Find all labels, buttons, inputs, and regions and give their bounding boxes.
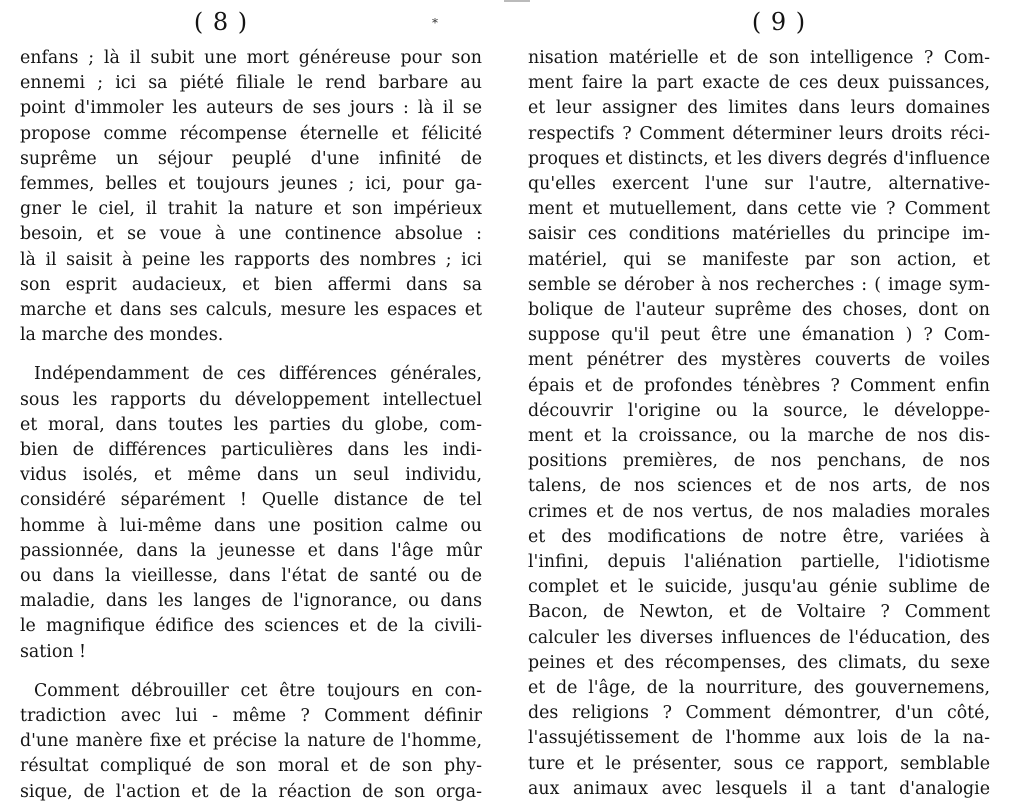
text-line: nisation matérielle et de son intelligence ? Com- [528, 48, 990, 68]
text-line: le magnifique édifice des sciences et de la civili- [20, 616, 482, 637]
text-line: d'une manère fixe et précise la nature de l'homme, [20, 731, 482, 752]
paragraph-gap [20, 348, 482, 362]
binding-mark [504, 0, 530, 2]
text-line: peines et des récompenses, des climats, du sexe [528, 652, 990, 673]
text-line: Comment débrouiller cet être toujours en con- [34, 680, 482, 701]
text-line: ennemi ; ici sa piété filiale le rend barbare au [20, 73, 482, 94]
text-line: saisir ces conditions matérielles du principe im- [528, 224, 990, 245]
left-page-text [20, 46, 482, 805]
text-line: crimes et de nos vertus, de nos maladies morales [528, 501, 990, 522]
text-line: et leur assigner des limites dans leurs domaines [528, 98, 990, 119]
text-line: positions premières, de nos penchans, de nos [528, 451, 990, 472]
paragraph [528, 46, 990, 802]
text-line: propose comme récompense éternelle et félicité [20, 123, 482, 144]
text-line: sous les rapports du développement intellectuel [20, 389, 482, 410]
text-line: et de l'âge, de la nourriture, des gouvernemens, [528, 678, 990, 699]
left-page [20, 0, 482, 808]
text-line: gner le ciel, il trahit la nature et son impérieux [20, 199, 482, 220]
text-line: qu'elles exercent l'une sur l'autre, alternative- [528, 174, 990, 195]
text-line: l'assujétissement de l'homme aux lois de la na- [528, 728, 990, 749]
text-line: des religions ? Comment démontrer, d'un côté, [528, 703, 990, 724]
text-line: bien de différences particulières dans les indi- [20, 440, 482, 461]
text-line: et des modifications de notre être, variées à [528, 526, 990, 547]
text-line: ment et mutuellement, dans cette vie ? Comment [528, 199, 990, 220]
text-line: résultat compliqué de son moral et de son phy- [20, 756, 482, 777]
text-line: point d'immoler les auteurs de ses jours : là il se [20, 98, 482, 119]
text-line: suppose qu'il peut être une émanation ) ? Com- [528, 325, 990, 346]
text-line: Bacon, de Newton, et de Voltaire ? Comment [528, 602, 990, 623]
text-line: l'infini, depuis l'aliénation partielle, l'idiotisme [528, 552, 990, 573]
text-line: vidus isolés, et même dans un seul individu, [20, 465, 482, 486]
right-page-number: ( 9 ) [751, 8, 807, 36]
text-line: respectifs ? Comment déterminer leurs droits réci- [528, 123, 990, 144]
text-line: Indépendamment de ces différences générales, [34, 364, 482, 385]
text-line: ou dans la vieillesse, dans l'état de santé ou de [20, 566, 482, 587]
text-line: complet et le suicide, jusqu'au génie sublime de [528, 577, 990, 598]
paragraph [20, 679, 482, 805]
left-page-number: ( 8 ) [193, 8, 249, 36]
text-line: ment faire la part exacte de ces deux puissances, [528, 73, 990, 94]
paragraph [20, 362, 482, 664]
text-line: bolique de l'auteur suprême des choses, dont on [528, 300, 990, 321]
text-line: suprême un séjour peuplé d'une infinité de [20, 148, 482, 169]
text-line: tradiction avec lui - même ? Comment définir [20, 706, 482, 727]
text-line: homme à lui-même dans une position calme ou [20, 515, 482, 536]
text-line: là il saisit à peine les rapports des nombres ; ici [20, 249, 482, 270]
paragraph [20, 46, 482, 348]
text-line: ture et le présenter, sous ce rapport, semblable [528, 753, 990, 774]
right-page-text [528, 46, 990, 802]
right-page [528, 0, 990, 808]
text-line: et moral, dans toutes les parties du globe, com- [20, 414, 482, 435]
text-line: besoin, et se voue à une continence absolue : [20, 224, 482, 245]
text-line: calculer les diverses influences de l'éducation, des [528, 627, 990, 648]
text-line: aux animaux avec lesquels il a tant d'analogie [528, 778, 990, 799]
text-line: passionnée, dans la jeunesse et dans l'âge mûr [20, 540, 482, 561]
text-line: ment pénétrer des mystères couverts de voiles [528, 350, 990, 371]
text-line: son esprit audacieux, et bien affermi dans sa [20, 274, 482, 295]
text-line: femmes, belles et toujours jeunes ; ici, pour ga- [20, 174, 482, 195]
text-line: considéré séparément ! Quelle distance de tel [20, 490, 482, 511]
text-line: sique, de l'action et de la réaction de son orga- [20, 781, 482, 802]
text-line: enfans ; là il subit une mort généreuse pour son [20, 48, 482, 68]
text-line: sation ! [20, 641, 87, 662]
text-line: talens, de nos sciences et de nos arts, de nos [528, 476, 990, 497]
text-line: maladie, dans les langes de l'ignorance, ou dans [20, 591, 482, 612]
text-line: marche et dans ses calculs, mesure les espaces et [20, 300, 482, 321]
text-line: découvrir l'origine ou la source, le développe- [528, 400, 990, 421]
text-line: semble se dérober à nos recherches : ( image sym- [528, 274, 990, 295]
text-line: la marche des mondes. [20, 325, 224, 346]
text-line: épais et de profondes ténèbres ? Comment enfin [528, 375, 990, 396]
text-line: matériel, qui se manifeste par son action, et [528, 249, 990, 270]
paragraph-gap [20, 665, 482, 679]
text-line: ment et la croissance, ou la marche de nos dis- [528, 426, 990, 447]
ink-fleck: ⁎ [432, 12, 438, 26]
text-line: proques et distincts, et les divers degrés d'influence [528, 148, 990, 169]
